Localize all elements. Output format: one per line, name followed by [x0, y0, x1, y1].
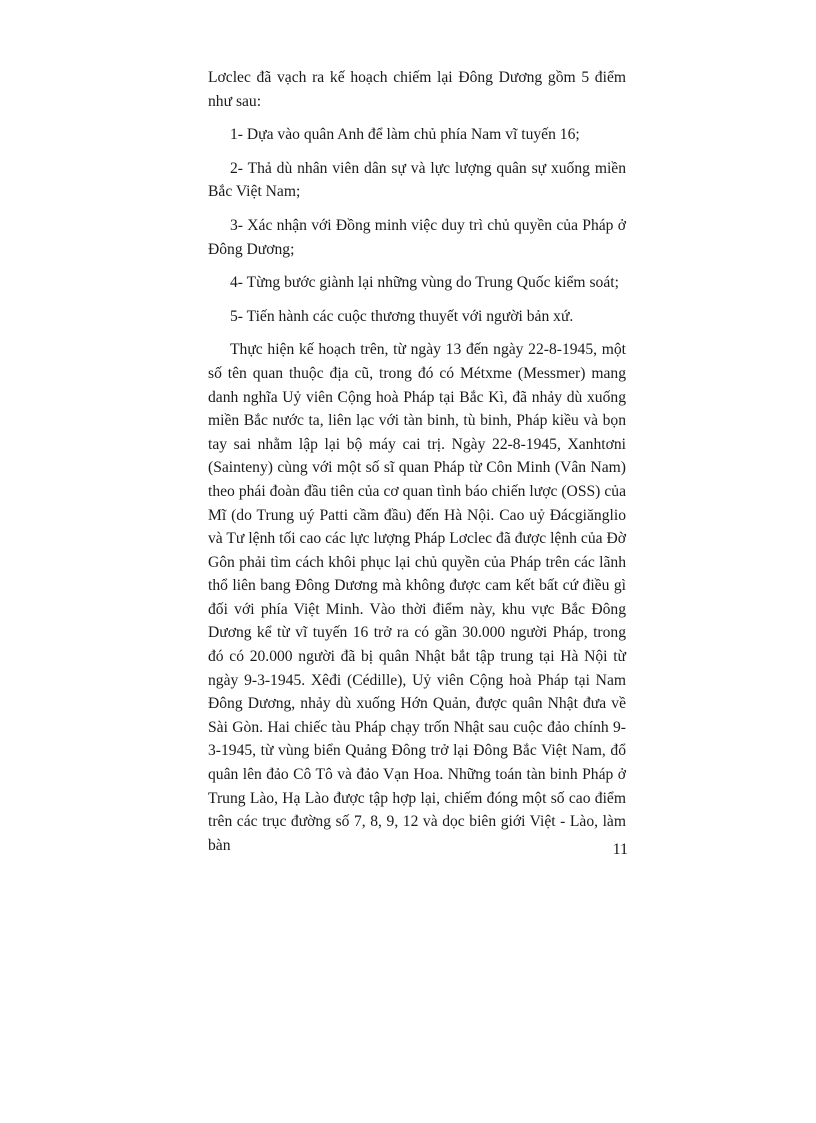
body-paragraph: Thực hiện kế hoạch trên, từ ngày 13 đến ngày 22-8-1945, một số tên quan thuộc địa cũ, trong đó có Métxme (Messmer) mang danh nghĩa Uỷ viên Cộng hoà Pháp tại Bắc Kì, đã nhảy dù xuống miền Bắc nước ta, liên lạc với tàn binh, tù binh, Pháp kiều và bọn tay sai nhằm lập lại bộ máy cai trị. Ngày 22-8-1945, Xanhtơni (Sainteny) cùng với một số sĩ quan Pháp từ Côn Minh (Vân Nam) theo phái đoàn đầu tiên của cơ quan tình báo chiến lược (OSS) của Mĩ (do Trung uý Patti cầm đầu) đến Hà Nội. Cao uỷ Đácgiănglio và Tư lệnh tối cao các lực lượng Pháp Lơclec đã được lệnh của Đờ Gôn phải tìm cách khôi phục lại chủ quyền của Pháp trên các lãnh thổ liên bang Đông Dương mà không được cam kết bất cứ điều gì đối với phía Việt Minh. Vào thời điểm này, khu vực Bắc Đông Dương kể từ vĩ tuyến 16 trở ra có gần 30.000 người Pháp, trong đó có 20.000 người đã bị quân Nhật bắt tập trung tại Hà Nội từ ngày 9-3-1945. Xêđi (Cédille), Uỷ viên Cộng hoà Pháp tại Nam Đông Dương, nhảy dù xuống Hớn Quản, được quân Nhật đưa về Sài Gòn. Hai chiếc tàu Pháp chạy trốn Nhật sau cuộc đảo chính 9-3-1945, từ vùng biển Quảng Đông trở lại Đông Bắc Việt Nam, đổ quân lên đảo Cô Tô và đảo Vạn Hoa. Những toán tàn binh Pháp ở Trung Lào, Hạ Lào được tập hợp lại, chiếm đóng một số cao điểm trên các trục đường số 7, 8, 9, 12 và dọc biên giới Việt - Lào, làm bàn — [208, 341, 626, 854]
plan-point-5: 5- Tiến hành các cuộc thương thuyết với người bản xứ. — [230, 307, 574, 325]
plan-point-2: 2- Thả dù nhân viên dân sự và lực lượng quân sự xuống miền Bắc Việt Nam; — [208, 159, 626, 201]
intro-paragraph: Lơclec đã vạch ra kế hoạch chiếm lại Đông Dương gồm 5 điểm như sau: — [208, 69, 626, 110]
page-text-block — [208, 66, 626, 857]
plan-point-3: 3- Xác nhận với Đồng minh việc duy trì chủ quyền của Pháp ở Đông Dương; — [208, 216, 626, 258]
page-number: 11 — [612, 841, 628, 858]
plan-point-4: 4- Từng bước giành lại những vùng do Trung Quốc kiểm soát; — [230, 274, 619, 292]
plan-point-1: 1- Dựa vào quân Anh để làm chủ phía Nam vĩ tuyến 16; — [230, 126, 580, 144]
